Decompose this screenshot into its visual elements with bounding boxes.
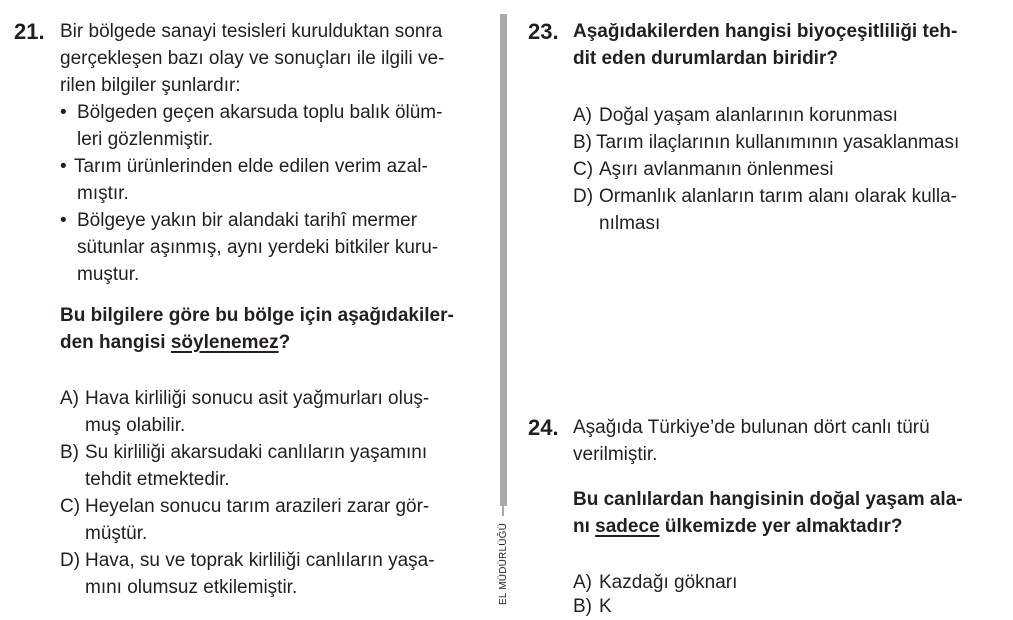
question-intro-line: Aşağıda Türkiye’de bulunan dört canlı türü [573,417,930,438]
question-intro-line: Bir bölgede sanayi tesisleri kurulduktan sonra [60,21,443,42]
bullet-text-line: Tarım ürünlerinden elde edilen verim azal- [74,156,428,177]
option-label: B) [60,442,79,463]
option-text-line: Hava, su ve toprak kirliliği canlıların yaşa- [85,550,435,571]
column-divider [500,14,507,506]
question-stem-line: Aşağıdakilerden hangisi biyoçeşitliliği teh- [573,21,958,42]
option-label: A) [60,388,79,409]
bullet-text-line: Bölgeye yakın bir alandaki tarihî mermer [77,210,418,231]
bullet-icon: • [60,102,67,123]
question-stem-line: Bu canlılardan hangisinin doğal yaşam ala- [573,489,963,510]
option-label: C) [60,496,81,517]
bullet-text-line: sütunlar aşınmış, aynı yerdeki bitkiler kuru- [77,237,439,258]
option-text-line: Hava kirliliği sonucu asit yağmurları oluş- [85,388,430,409]
emphasis-underline: söylenemez [170,332,279,353]
option-text-line: Heyelan sonucu tarım arazileri zarar gör- [85,496,430,517]
bullet-text-line: mıştır. [77,183,129,204]
question-intro-line: verilmiştir. [573,444,658,465]
option-label: B) [573,596,592,617]
option-text-line: mını olumsuz etkilemiştir. [85,577,298,598]
option-label: A) [573,105,592,126]
question-intro-line: rilen bilgiler şunlardır: [60,75,241,96]
option-text-line: Doğal yaşam alanlarının korunması [599,105,898,126]
option-text-line: Su kirliliği akarsudaki canlıların yaşamını [85,442,428,463]
question-stem-line: dit eden durumlardan biridir? [573,48,838,69]
bullet-icon: • [60,210,67,231]
bullet-text-line: leri gözlenmiştir. [77,129,214,150]
option-label: C) [573,159,594,180]
side-label: EL MÜDÜRLÜĞÜ [498,522,509,605]
option-text-line: Aşırı avlanmanın önlenmesi [599,159,834,180]
bullet-icon: • [60,156,67,177]
column-divider-tail [502,506,504,516]
emphasis-underline: sadece [595,516,660,537]
question-stem-line: den hangisi söylenemez? [60,332,291,353]
option-label: D) [60,550,81,571]
question-number: 21. [14,19,45,44]
option-label: A) [573,572,592,593]
bullet-text-line: Bölgeden geçen akarsuda toplu balık ölüm- [77,102,443,123]
question-number: 23. [528,19,559,44]
option-text-line: Tarım ilaçlarının kullanımının yasaklanması [596,132,960,153]
option-label: B) [573,132,592,153]
option-text-line: K [599,596,612,617]
question-intro-line: gerçekleşen bazı olay ve sonuçları ile ilgili ve- [60,48,445,69]
option-text-line: müştür. [85,523,148,544]
option-text-line: Ormanlık alanların tarım alanı olarak kulla- [599,186,957,207]
option-text-line: nılması [599,213,661,234]
question-number: 24. [528,415,559,440]
question-stem-line: nı sadece ülkemizde yer almaktadır? [573,516,903,537]
option-label: D) [573,186,594,207]
option-text-line: muş olabilir. [85,415,186,436]
option-text-line: tehdit etmektedir. [85,469,230,490]
option-text-line: Kazdağı göknarı [599,572,738,593]
bullet-text-line: muştur. [77,264,140,285]
question-stem-line: Bu bilgilere göre bu bölge için aşağıdakiler- [60,305,454,326]
